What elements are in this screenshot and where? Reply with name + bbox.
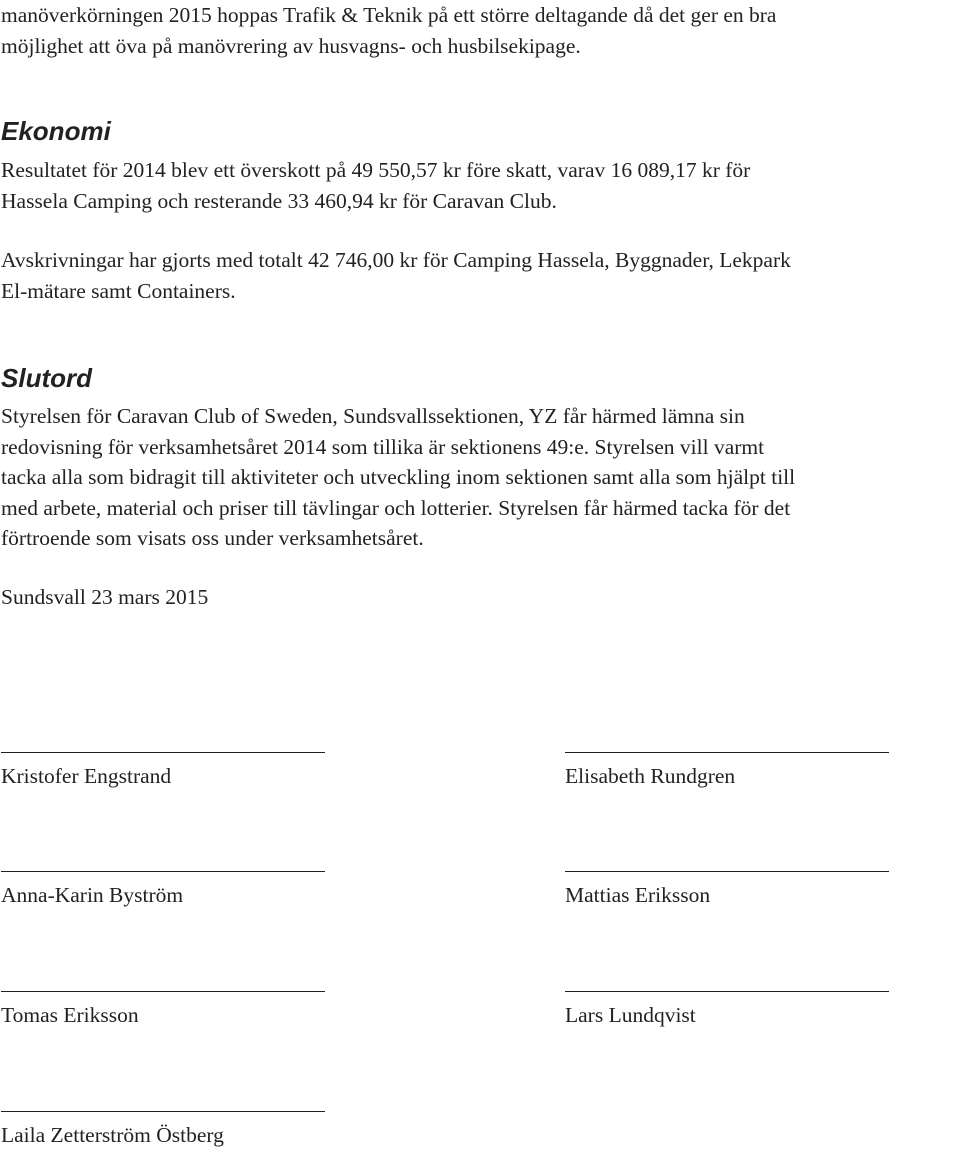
text-line: manöverkörningen 2015 hoppas Trafik & Teknik på ett större deltagande då det ger en bra bbox=[1, 3, 777, 27]
ekonomi-result-paragraph bbox=[1, 155, 959, 216]
signature-line bbox=[565, 752, 889, 753]
signature-line bbox=[1, 871, 325, 872]
slutord-heading: Slutord bbox=[1, 363, 92, 393]
signatory-name: Kristofer Engstrand bbox=[1, 764, 172, 788]
text-line: möjlighet att öva på manövrering av husvagns- och husbilsekipage. bbox=[1, 33, 581, 58]
signatory-name: Lars Lundqvist bbox=[565, 1003, 696, 1027]
signature-block bbox=[565, 991, 891, 1030]
signature-block bbox=[1, 991, 327, 1030]
signature-line bbox=[565, 871, 889, 872]
ekonomi-depreciation-paragraph bbox=[1, 245, 959, 306]
text-line: Styrelsen för Caravan Club of Sweden, Sundsvallssektionen, YZ får härmed lämna sin bbox=[1, 404, 745, 428]
text-line: Hassela Camping och resterande 33 460,94 kr för Caravan Club. bbox=[1, 188, 557, 213]
text-line: redovisning för verksamhetsåret 2014 som tillika är sektionens 49:e. Styrelsen vill varmt bbox=[1, 434, 765, 459]
signature-block bbox=[1, 1111, 327, 1150]
signature-line bbox=[1, 1111, 325, 1112]
signature-block bbox=[565, 871, 891, 910]
intro-paragraph bbox=[1, 0, 959, 61]
ekonomi-heading: Ekonomi bbox=[1, 116, 111, 146]
signatory-name: Tomas Eriksson bbox=[1, 1003, 139, 1027]
signatory-name: Laila Zetterström Östberg bbox=[1, 1123, 224, 1147]
signature-block bbox=[1, 752, 327, 791]
text-line: tacka alla som bidragit till aktiviteter och utveckling inom sektionen samt alla som hjälpt till bbox=[1, 465, 796, 489]
signatory-name: Mattias Eriksson bbox=[565, 883, 711, 907]
signature-line bbox=[1, 752, 325, 753]
signature-line bbox=[565, 991, 889, 992]
signature-line bbox=[1, 991, 325, 992]
text-line: med arbete, material och priser till tävlingar och lotterier. Styrelsen får härmed tacka för det bbox=[1, 495, 791, 520]
signatory-name: Anna-Karin Byström bbox=[1, 883, 184, 907]
text-line: förtroende som visats oss under verksamhetsåret. bbox=[1, 526, 424, 550]
text-line: El-mätare samt Containers. bbox=[1, 278, 236, 303]
signature-block bbox=[1, 871, 327, 910]
place-date: Sundsvall 23 mars 2015 bbox=[1, 585, 209, 609]
text-line: Avskrivningar har gjorts med totalt 42 746,00 kr för Camping Hassela, Byggnader, Lekpark bbox=[1, 248, 791, 272]
text-line: Resultatet för 2014 blev ett överskott på 49 550,57 kr före skatt, varav 16 089,17 kr för bbox=[1, 158, 751, 182]
slutord-paragraph bbox=[1, 401, 959, 554]
signature-block bbox=[565, 752, 891, 791]
signatory-name: Elisabeth Rundgren bbox=[565, 764, 736, 788]
